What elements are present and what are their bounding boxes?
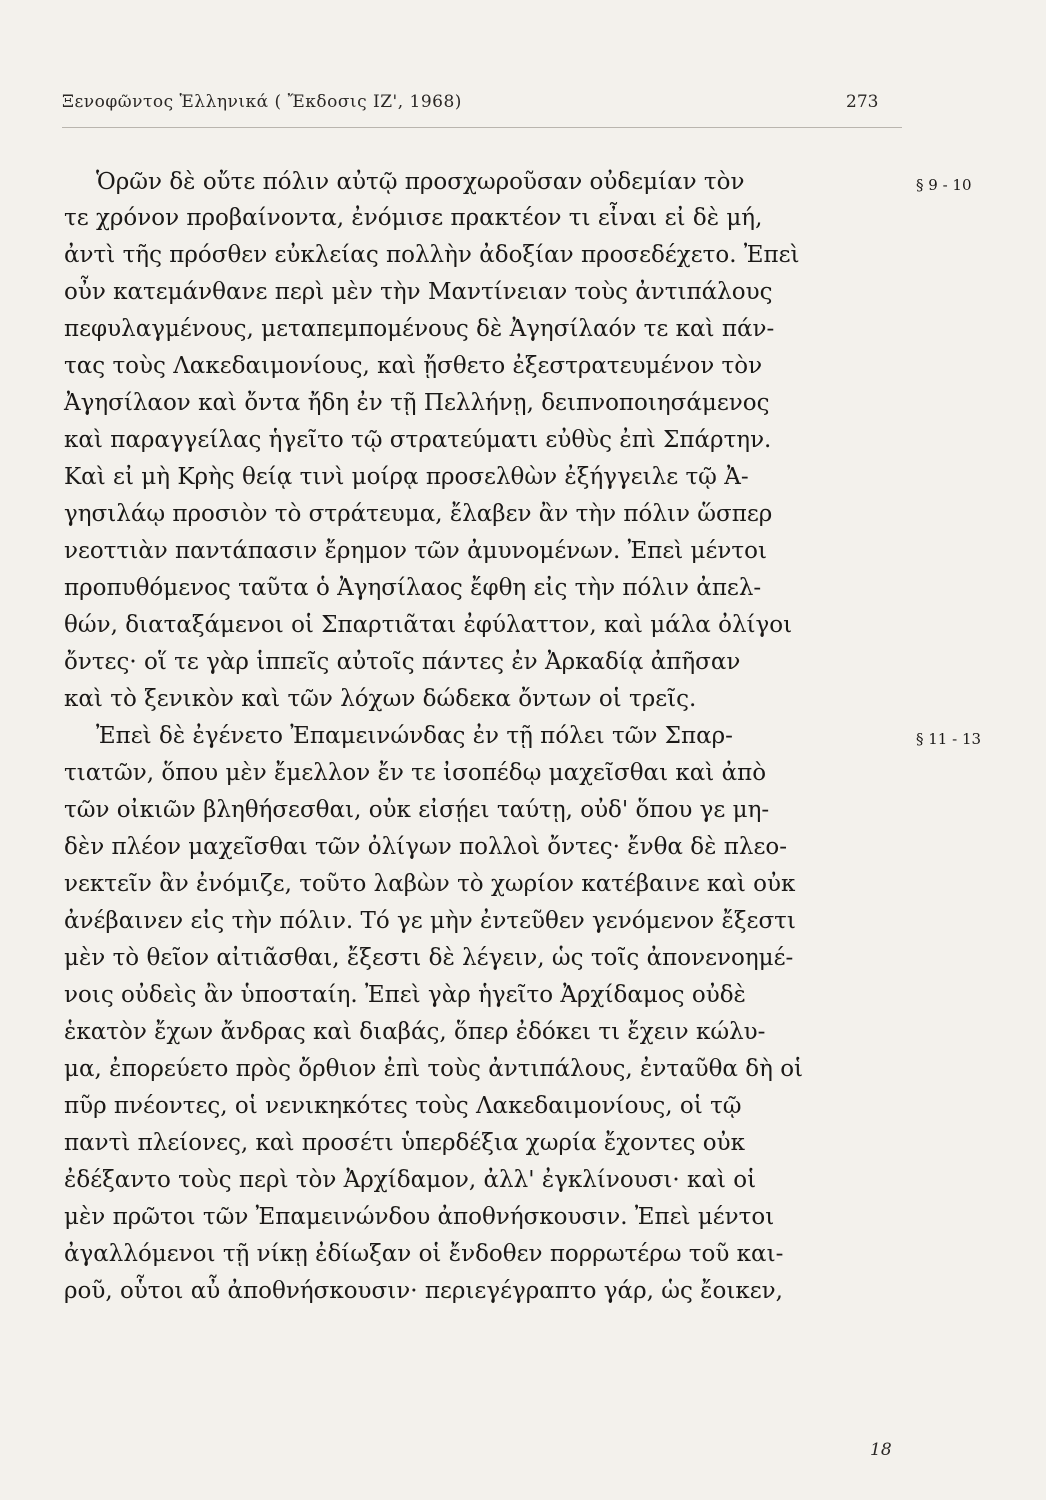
text-line: ὄντες· οἵ τε γὰρ ἱππεῖς αὐτοῖς πάντες ἐν Ἀρκαδίᾳ ἀπῆσαν bbox=[64, 649, 741, 675]
text-line: οὖν κατεμάνθανε περὶ μὲν τὴν Μαντίνειαν τοὺς ἀντιπάλους bbox=[64, 279, 773, 305]
page-number: 273 bbox=[846, 92, 879, 112]
text-line: ἀνέβαινεν εἰς τὴν πόλιν. Τό γε μὴν ἐντεῦθεν γενόμενον ἔξεστι bbox=[64, 908, 796, 934]
text-line: ἑκατὸν ἔχων ἄνδρας καὶ διαβάς, ὅπερ ἐδόκει τι ἔχειν κώλυ- bbox=[64, 1019, 766, 1045]
running-title: Ξενοφῶντος Ἑλληνικά ( Ἔκδοσις ΙΖ', 1968) bbox=[62, 92, 462, 112]
text-line: μὲν τὸ θεῖον αἰτιᾶσθαι, ἔξεστι δὲ λέγειν, ὡς τοῖς ἀπονενοημέ- bbox=[64, 945, 794, 971]
text-line: καὶ παραγγείλας ἡγεῖτο τῷ στρατεύματι εὐθὺς ἐπὶ Σπάρτην. bbox=[64, 427, 772, 453]
text-line: Ἐπεὶ δὲ ἐγένετο Ἐπαμεινώνδας ἐν τῇ πόλει τῶν Σπαρ- bbox=[96, 723, 733, 749]
text-line: ἀγαλλόμενοι τῇ νίκῃ ἐδίωξαν οἱ ἔνδοθεν πορρωτέρω τοῦ και- bbox=[64, 1241, 784, 1267]
signature-mark: 18 bbox=[870, 1440, 892, 1460]
text-line: δὲν πλέον μαχεῖσθαι τῶν ὀλίγων πολλοὶ ὄντες· ἔνθα δὲ πλεο- bbox=[64, 834, 788, 860]
text-line: γησιλάῳ προσιὸν τὸ στράτευμα, ἔλαβεν ἂν τὴν πόλιν ὥσπερ bbox=[64, 501, 773, 527]
text-line: τῶν οἰκιῶν βληθήσεσθαι, οὐκ εἰσῄει ταύτῃ, οὐδ' ὅπου γε μη- bbox=[64, 797, 770, 823]
text-line: τε χρόνον προβαίνοντα, ἐνόμισε πρακτέον τι εἶναι εἰ δὲ μή, bbox=[64, 205, 763, 231]
header-rule bbox=[62, 127, 902, 128]
text-line: ἐδέξαντο τοὺς περὶ τὸν Ἀρχίδαμον, ἀλλ' ἐγκλίνουσι· καὶ οἱ bbox=[64, 1167, 757, 1193]
text-line: τας τοὺς Λακεδαιμονίους, καὶ ᾔσθετο ἐξεστρατευμένον τὸν bbox=[64, 353, 763, 379]
text-line: τιατῶν, ὅπου μὲν ἔμελλον ἔν τε ἰσοπέδῳ μαχεῖσθαι καὶ ἀπὸ bbox=[64, 760, 767, 786]
section-marker: § 9 - 10 bbox=[916, 176, 972, 194]
text-line: μὲν πρῶτοι τῶν Ἐπαμεινώνδου ἀποθνήσκουσιν. Ἐπεὶ μέντοι bbox=[64, 1204, 775, 1230]
text-line: προπυθόμενος ταῦτα ὁ Ἀγησίλαος ἔφθη εἰς τὴν πόλιν ἀπελ- bbox=[64, 575, 762, 601]
text-line: νεοττιὰν παντάπασιν ἔρημον τῶν ἀμυνομένων. Ἐπεὶ μέντοι bbox=[64, 538, 767, 564]
text-line: ροῦ, οὗτοι αὖ ἀποθνήσκουσιν· περιεγέγραπτο γάρ, ὡς ἔοικεν, bbox=[64, 1278, 783, 1304]
text-line: πῦρ πνέοντες, οἱ νενικηκότες τοὺς Λακεδαιμονίους, οἱ τῷ bbox=[64, 1093, 742, 1119]
text-line: ἀντὶ τῆς πρόσθεν εὐκλείας πολλὴν ἀδοξίαν προσεδέχετο. Ἐπεὶ bbox=[64, 242, 800, 268]
text-line: Καὶ εἰ μὴ Κρὴς θείᾳ τινὶ μοίρᾳ προσελθὼν ἐξήγγειλε τῷ Ἀ- bbox=[64, 464, 749, 490]
text-line: μα, ἐπορεύετο πρὸς ὄρθιον ἐπὶ τοὺς ἀντιπάλους, ἐνταῦθα δὴ οἱ bbox=[64, 1056, 804, 1082]
text-line: Ὁρῶν δὲ οὔτε πόλιν αὐτῷ προσχωροῦσαν οὐδεμίαν τὸν bbox=[96, 169, 745, 195]
text-line: καὶ τὸ ξενικὸν καὶ τῶν λόχων δώδεκα ὄντων οἱ τρεῖς. bbox=[64, 686, 697, 712]
section-marker: § 11 - 13 bbox=[916, 730, 982, 748]
text-line: Ἀγησίλαον καὶ ὄντα ἤδη ἐν τῇ Πελλήνῃ, δειπνοποιησάμενος bbox=[64, 390, 770, 416]
text-line: νοις οὐδεὶς ἂν ὑποσταίη. Ἐπεὶ γὰρ ἡγεῖτο Ἀρχίδαμος οὐδὲ bbox=[64, 982, 746, 1008]
text-line: παντὶ πλείονες, καὶ προσέτι ὑπερδέξια χωρία ἔχοντες οὐκ bbox=[64, 1130, 745, 1156]
text-line: νεκτεῖν ἂν ἐνόμιζε, τοῦτο λαβὼν τὸ χωρίον κατέβαινε καὶ οὐκ bbox=[64, 871, 796, 897]
text-line: πεφυλαγμένους, μεταπεμπομένους δὲ Ἀγησίλαόν τε καὶ πάν- bbox=[64, 316, 775, 342]
text-line: θών, διαταξάμενοι οἱ Σπαρτιᾶται ἐφύλαττον, καὶ μάλα ὀλίγοι bbox=[64, 612, 793, 638]
